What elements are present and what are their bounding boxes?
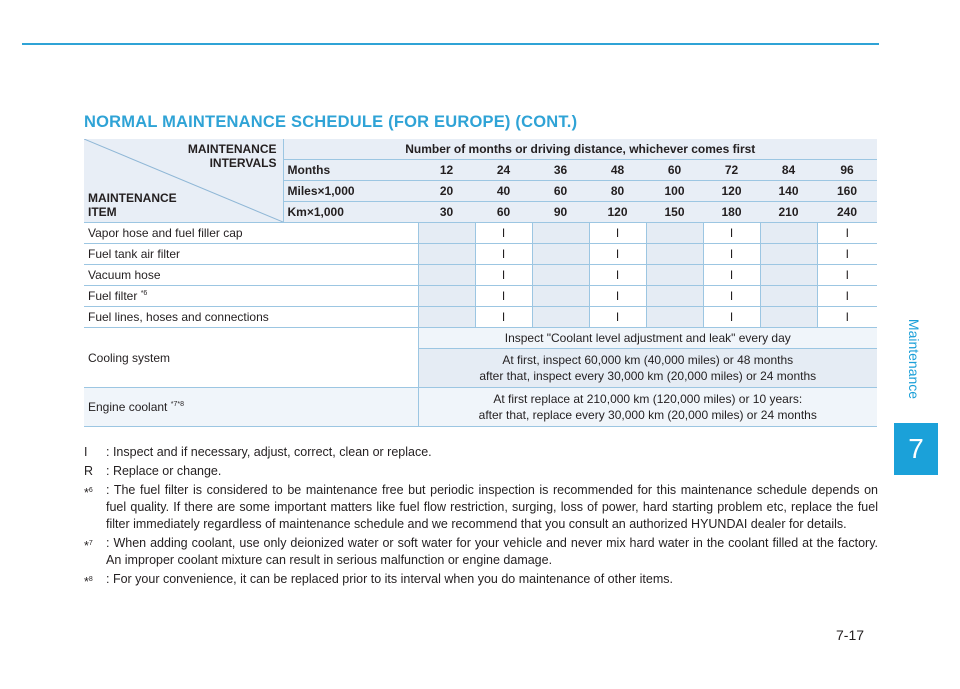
schedule-mark: I <box>589 223 646 244</box>
schedule-mark <box>418 223 475 244</box>
schedule-mark <box>532 244 589 265</box>
header-span-row <box>84 139 877 160</box>
schedule-mark: I <box>475 223 532 244</box>
item-name-cell <box>84 307 418 328</box>
coolant-interval-note <box>418 388 877 427</box>
schedule-mark: I <box>703 223 760 244</box>
interval-value: 140 <box>760 181 817 202</box>
footnote-text: : When adding coolant, use only deionized water or soft water for your vehicle and never mix hard water in the coolant filled at the factory. An improper coolant mixture can result in serious malfunction or engine damage. <box>106 536 878 567</box>
interval-value: 72 <box>703 160 760 181</box>
table-row <box>84 265 877 286</box>
schedule-mark <box>646 307 703 328</box>
page-title: NORMAL MAINTENANCE SCHEDULE (FOR EUROPE) (CONT.) <box>84 113 578 131</box>
schedule-mark <box>646 286 703 307</box>
item-footnote-ref: *6 <box>140 290 148 297</box>
schedule-mark <box>532 265 589 286</box>
item-footnote-ref: *8 <box>177 401 184 408</box>
footnote <box>84 535 878 569</box>
schedule-mark <box>418 244 475 265</box>
schedule-mark: I <box>589 265 646 286</box>
page-number: 7-17 <box>836 627 865 643</box>
schedule-mark: I <box>817 307 877 328</box>
corner-item-label: MAINTENANCE ITEM <box>88 191 177 219</box>
schedule-mark: I <box>589 286 646 307</box>
coolant-row <box>84 388 877 427</box>
item-name-cell <box>84 244 418 265</box>
schedule-mark <box>760 223 817 244</box>
schedule-mark <box>532 286 589 307</box>
interval-value: 90 <box>532 202 589 223</box>
corner-intervals-label: MAINTENANCE INTERVALS <box>187 142 277 170</box>
interval-value: 210 <box>760 202 817 223</box>
interval-value: 120 <box>703 181 760 202</box>
schedule-mark <box>760 265 817 286</box>
schedule-mark <box>760 244 817 265</box>
footnote-symbol: * <box>84 486 89 501</box>
interval-row-label: Km×1,000 <box>283 202 418 223</box>
table-corner-header <box>84 139 283 223</box>
notes-section <box>84 444 878 593</box>
schedule-mark <box>532 223 589 244</box>
schedule-mark <box>418 286 475 307</box>
schedule-mark <box>646 265 703 286</box>
top-rule <box>22 43 879 45</box>
engine-coolant-name-cell <box>84 388 418 427</box>
footnote-symbol: R <box>84 464 94 478</box>
footnote-symbol: * <box>84 575 89 590</box>
item-name-cell <box>84 265 418 286</box>
interval-value: 60 <box>475 202 532 223</box>
schedule-mark: I <box>475 286 532 307</box>
table-row <box>84 223 877 244</box>
schedule-mark <box>760 307 817 328</box>
interval-row-label: Months <box>283 160 418 181</box>
interval-value: 12 <box>418 160 475 181</box>
table-row <box>84 244 877 265</box>
schedule-mark <box>760 286 817 307</box>
schedule-mark: I <box>817 286 877 307</box>
item-name: Fuel filter <box>88 289 141 303</box>
interval-value: 150 <box>646 202 703 223</box>
item-name: Vapor hose and fuel filler cap <box>88 226 243 240</box>
interval-value: 120 <box>589 202 646 223</box>
chapter-tab: 7 <box>894 423 938 475</box>
schedule-mark: I <box>475 244 532 265</box>
interval-value: 48 <box>589 160 646 181</box>
footnote-number: 6 <box>88 487 93 494</box>
schedule-mark: I <box>475 265 532 286</box>
item-name: Vacuum hose <box>88 268 161 282</box>
interval-value: 240 <box>817 202 877 223</box>
interval-value: 40 <box>475 181 532 202</box>
interval-value: 96 <box>817 160 877 181</box>
schedule-mark <box>418 265 475 286</box>
schedule-mark: I <box>817 244 877 265</box>
schedule-mark: I <box>475 307 532 328</box>
section-label: Maintenance <box>906 318 923 400</box>
coolant-line-b: after that, replace every 30,000 km (20,000 miles) or 24 months <box>478 408 817 422</box>
schedule-mark: I <box>589 307 646 328</box>
interval-value: 24 <box>475 160 532 181</box>
interval-value: 60 <box>646 160 703 181</box>
item-footnote-ref: *7 <box>170 401 178 408</box>
schedule-mark <box>532 307 589 328</box>
footnote-key <box>84 571 106 591</box>
cooling-line-a: At first, inspect 60,000 km (40,000 miles) or 48 months <box>502 353 794 367</box>
item-name-cell <box>84 223 418 244</box>
interval-value: 84 <box>760 160 817 181</box>
interval-span-header: Number of months or driving distance, whichever comes first <box>283 139 877 160</box>
cooling-system-name: Cooling system <box>84 328 418 388</box>
footnote-number: 7 <box>88 540 93 547</box>
schedule-mark: I <box>703 244 760 265</box>
item-name: Fuel tank air filter <box>88 247 181 261</box>
schedule-mark <box>646 244 703 265</box>
item-name-cell <box>84 286 418 307</box>
footnote-text: : Inspect and if necessary, adjust, correct, clean or replace. <box>106 445 432 459</box>
footnote-text: : Replace or change. <box>106 464 222 478</box>
schedule-mark: I <box>817 265 877 286</box>
cooling-row <box>84 328 877 349</box>
table-row <box>84 307 877 328</box>
interval-value: 100 <box>646 181 703 202</box>
schedule-mark <box>418 307 475 328</box>
table-row <box>84 286 877 307</box>
interval-value: 160 <box>817 181 877 202</box>
schedule-mark: I <box>817 223 877 244</box>
cooling-daily-note: Inspect "Coolant level adjustment and leak" every day <box>418 328 877 349</box>
footnote-text: : For your convenience, it can be replaced prior to its interval when you do maintenance of other items. <box>106 572 673 586</box>
interval-value: 60 <box>532 181 589 202</box>
schedule-mark: I <box>703 307 760 328</box>
footnote-symbol: * <box>84 539 89 554</box>
footnote-symbol: I <box>84 445 88 459</box>
maintenance-schedule-table <box>84 139 877 427</box>
coolant-line-a: At first replace at 210,000 km (120,000 miles) or 10 years: <box>493 392 803 406</box>
section-side-label <box>894 300 934 418</box>
item-name: Fuel lines, hoses and connections <box>88 310 269 324</box>
footnote <box>84 444 878 461</box>
cooling-interval-note <box>418 349 877 388</box>
interval-value: 80 <box>589 181 646 202</box>
footnote <box>84 463 878 480</box>
footnote <box>84 571 878 591</box>
interval-value: 30 <box>418 202 475 223</box>
schedule-mark: I <box>589 244 646 265</box>
footnote-key <box>84 482 106 533</box>
interval-value: 180 <box>703 202 760 223</box>
footnote <box>84 482 878 533</box>
footnote-number: 8 <box>88 576 93 583</box>
footnote-key <box>84 444 106 461</box>
interval-value: 20 <box>418 181 475 202</box>
interval-value: 36 <box>532 160 589 181</box>
schedule-mark <box>646 223 703 244</box>
interval-row-label: Miles×1,000 <box>283 181 418 202</box>
schedule-mark: I <box>703 265 760 286</box>
schedule-mark: I <box>703 286 760 307</box>
footnote-key <box>84 463 106 480</box>
engine-coolant-name: Engine coolant <box>88 400 171 414</box>
footnote-text: : The fuel filter is considered to be maintenance free but periodic inspection is recommended for this maintenance schedule depends on fuel quality. If there are some important matters like fuel flow restriction, surging, loss of power, hard starting problem etc, replace the fuel filter immediately regardless of maintenance schedule and we recommend that you consult an authorized HYUNDAI dealer for details. <box>106 483 878 531</box>
cooling-line-b: after that, inspect every 30,000 km (20,000 miles) or 24 months <box>479 369 817 383</box>
footnote-key <box>84 535 106 569</box>
